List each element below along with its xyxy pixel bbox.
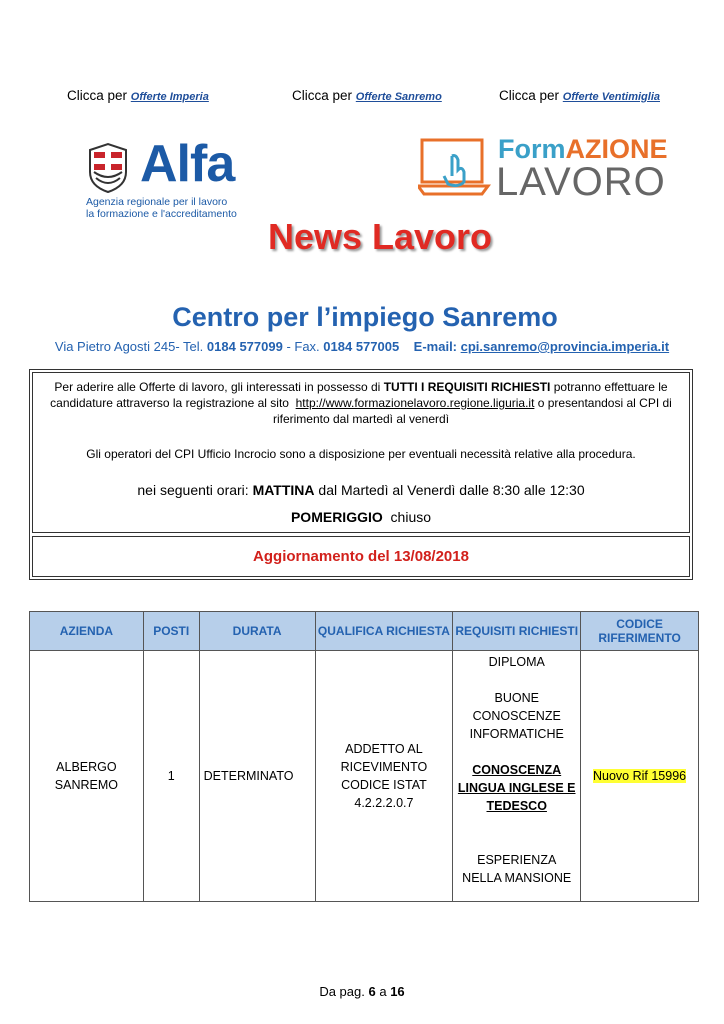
offerte-imperia-link[interactable]: Offerte Imperia xyxy=(130,91,209,103)
header-requisiti: REQUISITI RICHIESTI xyxy=(453,612,581,651)
info-paragraph-1 xyxy=(33,379,689,427)
lavoro-text: LAVORO xyxy=(496,160,666,204)
offerte-sanremo-link[interactable]: Offerte Sanremo xyxy=(355,91,442,103)
req-diploma: DIPLOMA xyxy=(488,655,545,669)
header-durata: DURATA xyxy=(199,612,315,651)
cell-durata: DETERMINATO xyxy=(199,651,315,902)
top-link-sanremo xyxy=(292,88,442,103)
cpi-fax-label: - Fax. xyxy=(282,339,320,354)
header-azienda: AZIENDA xyxy=(30,612,144,651)
form-text: Form xyxy=(498,134,566,164)
top-links xyxy=(0,88,724,108)
info-text: o presentandosi al CPI di riferimento dal martedì al venerdì xyxy=(272,396,672,426)
news-lavoro-title: News Lavoro xyxy=(267,216,493,257)
info-box xyxy=(29,369,693,580)
reference-code: Nuovo Rif 15996 xyxy=(593,769,687,783)
info-paragraph-2: Gli operatori del CPI Ufficio Incrocio sono a disposizione per eventuali necessità relative alla procedura. xyxy=(86,447,636,461)
req-languages: CONOSCENZA LINGUA INGLESE E TEDESCO xyxy=(457,763,576,813)
alfa-wordmark: Alfa xyxy=(140,135,235,193)
info-instructions xyxy=(32,372,690,533)
footer-mid: a xyxy=(379,984,387,999)
top-link-ventimiglia xyxy=(499,88,660,103)
cell-azienda: ALBERGO SANREMO xyxy=(30,651,144,902)
update-box xyxy=(32,536,690,577)
info-text: dal Martedì al Venerdì dalle 8:30 alle 12:30 xyxy=(318,482,585,498)
req-experience: ESPERIENZA NELLA MANSIONE xyxy=(462,853,572,885)
cell-qualifica: ADDETTO AL RICEVIMENTO CODICE ISTAT 4.2.2.2.0.7 xyxy=(315,651,453,902)
total-pages: 16 xyxy=(390,984,405,999)
info-hours-morning xyxy=(33,482,689,498)
top-link-prefix: Clicca per xyxy=(499,88,560,103)
current-page: 6 xyxy=(368,984,376,999)
req-computer-skills: BUONE CONOSCENZE INFORMATICHE xyxy=(469,691,564,741)
cell-codice xyxy=(581,651,699,902)
laptop-hand-icon xyxy=(418,136,494,200)
azione-text: AZIONE xyxy=(565,134,668,164)
update-date: Aggiornamento del 13/08/2018 xyxy=(253,548,469,565)
offerte-ventimiglia-link[interactable]: Offerte Ventimiglia xyxy=(562,91,660,103)
info-text: Per aderire alle Offerte di lavoro, gli interessati in possesso di xyxy=(54,380,381,394)
formazione-lavoro-logo xyxy=(418,134,668,204)
top-link-prefix: Clicca per xyxy=(292,88,353,103)
cell-requisiti xyxy=(453,651,581,902)
cpi-fax: 0184 577005 xyxy=(323,339,400,354)
cpi-contacts xyxy=(0,339,724,354)
info-text: potranno effettuare le candidature attraverso la registrazione al sito xyxy=(50,380,668,410)
alfa-tagline-line1: Agenzia regionale per il lavoro xyxy=(86,196,228,208)
cpi-tel: 0184 577099 xyxy=(206,339,283,354)
table-row xyxy=(30,651,699,902)
liguria-shield-icon xyxy=(86,142,130,194)
top-link-prefix: Clicca per xyxy=(67,88,128,103)
header-posti: POSTI xyxy=(143,612,199,651)
info-requirements-emphasis: TUTTI I REQUISITI RICHIESTI xyxy=(383,380,551,394)
cell-posti: 1 xyxy=(143,651,199,902)
job-offers-table xyxy=(29,611,699,902)
top-link-imperia xyxy=(67,88,209,103)
afternoon-label: POMERIGGIO xyxy=(290,509,383,525)
alfa-tagline-line2: la formazione e l'accreditamento xyxy=(86,208,237,220)
info-text: chiuso xyxy=(390,509,432,525)
table-header-row xyxy=(30,612,699,651)
footer-prefix: Da pag. xyxy=(319,984,365,999)
alfa-logo xyxy=(86,135,246,228)
cpi-title: Centro per l’impiego Sanremo xyxy=(172,302,558,332)
morning-label: MATTINA xyxy=(252,482,315,498)
info-hours-afternoon xyxy=(33,509,689,525)
header-qualifica: QUALIFICA RICHIESTA xyxy=(315,612,453,651)
cpi-address: Via Pietro Agosti 245- Tel. xyxy=(54,339,204,354)
cpi-email-link[interactable]: cpi.sanremo@provincia.imperia.it xyxy=(460,339,670,354)
cpi-email-label: E-mail: xyxy=(413,339,458,354)
info-text: nei seguenti orari: xyxy=(137,482,249,498)
formazionelavoro-site-link[interactable]: http://www.formazionelavoro.regione.liguria.it xyxy=(295,396,535,410)
header-codice: CODICE RIFERIMENTO xyxy=(581,612,699,651)
page-footer xyxy=(0,984,724,999)
